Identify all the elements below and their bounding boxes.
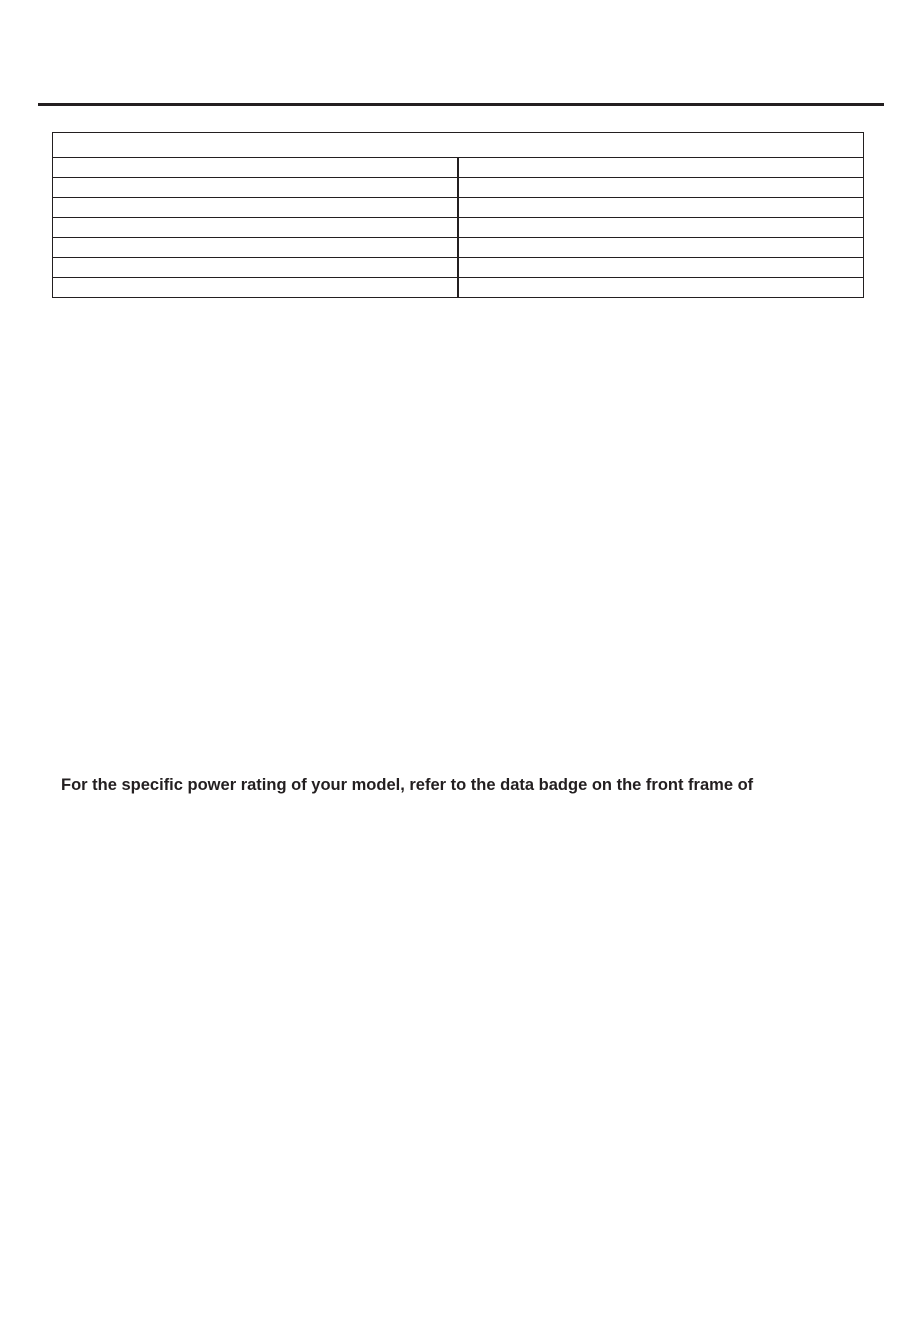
table-cell (53, 218, 459, 238)
table-cell (53, 198, 459, 218)
spec-table-title-row (53, 133, 864, 158)
table-cell (458, 258, 864, 278)
table-row (53, 278, 864, 298)
spec-table (52, 132, 864, 298)
table-cell (458, 178, 864, 198)
table-cell (53, 238, 459, 258)
header-rule (38, 103, 884, 106)
table-cell (53, 278, 459, 298)
table-row (53, 238, 864, 258)
table-cell (458, 218, 864, 238)
table-row (53, 218, 864, 238)
table-cell (458, 238, 864, 258)
table-cell (53, 158, 459, 178)
table-cell (53, 258, 459, 278)
table-cell (458, 278, 864, 298)
table-cell (53, 178, 459, 198)
table-row (53, 178, 864, 198)
power-rating-note: For the specific power rating of your model, refer to the data badge on the front frame of (61, 776, 754, 794)
table-row (53, 198, 864, 218)
table-row (53, 158, 864, 178)
table-cell (458, 158, 864, 178)
table-row (53, 258, 864, 278)
spec-table-title (53, 133, 864, 158)
table-cell (458, 198, 864, 218)
